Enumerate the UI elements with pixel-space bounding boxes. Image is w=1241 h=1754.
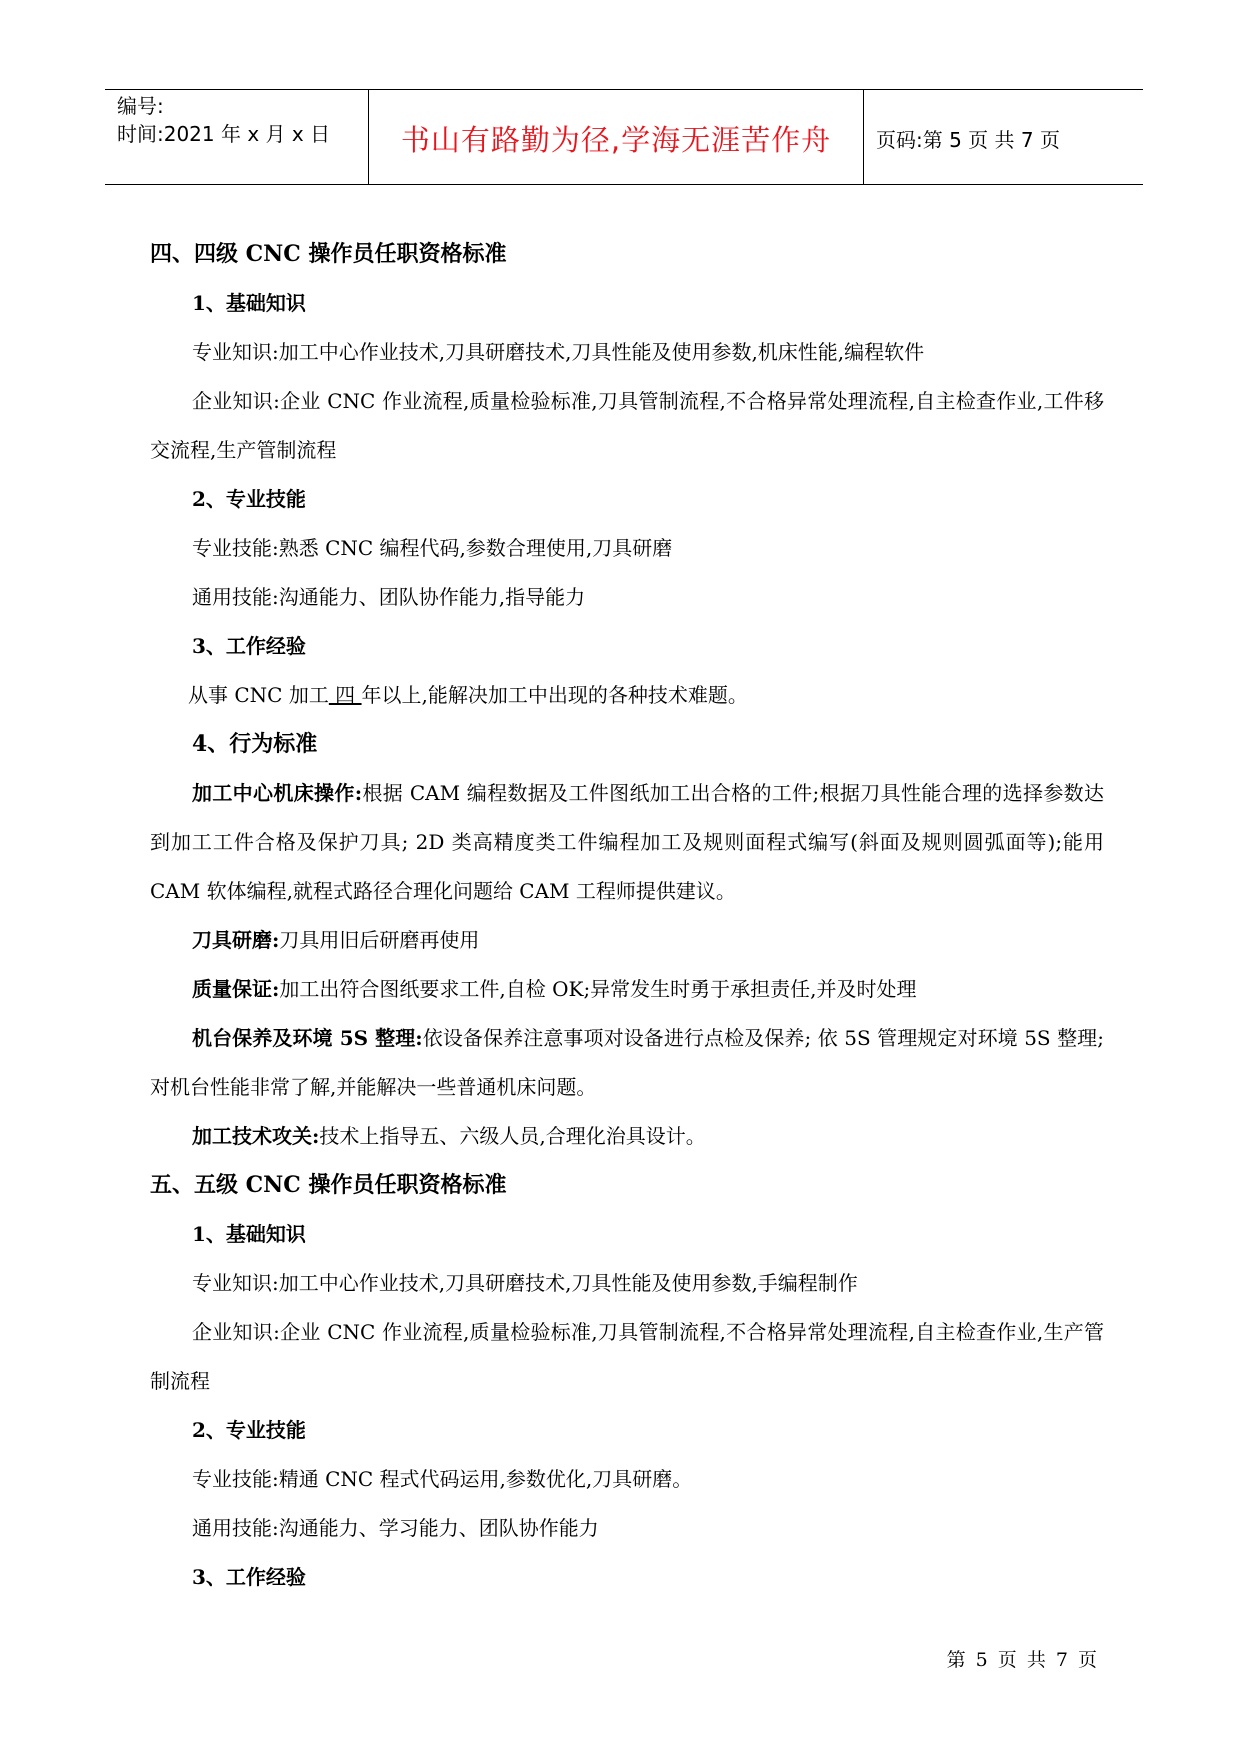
behavior-label: 刀具研磨:: [192, 928, 280, 952]
s4-behavior-quality: [150, 965, 1104, 1014]
s5-knowledge-title: 1、基础知识: [192, 1222, 306, 1246]
behavior-text: 加工出符合图纸要求工件,自检 OK;异常发生时勇于承担责任,并及时处理: [279, 977, 917, 1001]
header-right-cell: [864, 90, 1143, 184]
s4-professional-knowledge: 专业知识:加工中心作业技术,刀具研磨技术,刀具性能及使用参数,机床性能,编程软件: [192, 340, 925, 364]
page-header: [105, 89, 1143, 185]
s4-skills-title: 2、专业技能: [192, 487, 306, 511]
behavior-text: 刀具用旧后研磨再使用: [279, 928, 480, 952]
s4-behavior-machining: [150, 769, 1104, 916]
behavior-label: 加工技术攻关:: [192, 1124, 320, 1148]
motto: 书山有路勤为径,学海无涯苦作舟: [400, 123, 832, 157]
behavior-text: 依设备保养注意事项对设备进行点检及保养; 依 5S 管理规定对环境 5S 整理;对机台性能非常了解,并能解决一些普通机床问题。: [150, 1026, 1105, 1099]
s4-behavior-grinding: [150, 916, 1104, 965]
s4-behavior-tech: [150, 1112, 1104, 1161]
serial-label: 编号:: [117, 94, 164, 118]
s4-behavior-title: 4、行为标准: [192, 731, 318, 757]
s5-experience-title: 3、工作经验: [192, 1565, 306, 1589]
experience-prefix: 从事 CNC 加工: [188, 683, 329, 707]
s5-skills-title: 2、专业技能: [192, 1418, 306, 1442]
s5-general-skills: 通用技能:沟通能力、学习能力、团队协作能力: [192, 1516, 599, 1540]
header-page-label: 页码:第 5 页 共 7 页: [876, 128, 1060, 152]
s4-enterprise-knowledge: 企业知识:企业 CNC 作业流程,质量检验标准,刀具管制流程,不合格异常处理流程,自主检查作业,工件移交流程,生产管制流程: [150, 389, 1104, 462]
header-left-cell: [105, 90, 369, 184]
s5-professional-skills: 专业技能:精通 CNC 程式代码运用,参数优化,刀具研磨。: [192, 1467, 693, 1491]
s4-behavior-maintenance: [150, 1014, 1104, 1112]
behavior-text: 技术上指导五、六级人员,合理化治具设计。: [319, 1124, 706, 1148]
section-5-title: 五、五级 CNC 操作员任职资格标准: [150, 1172, 507, 1198]
section-4-title: 四、四级 CNC 操作员任职资格标准: [150, 241, 507, 267]
behavior-label: 质量保证:: [192, 977, 280, 1001]
s5-professional-knowledge: 专业知识:加工中心作业技术,刀具研磨技术,刀具性能及使用参数,手编程制作: [192, 1271, 858, 1295]
s4-professional-skills: 专业技能:熟悉 CNC 编程代码,参数合理使用,刀具研磨: [192, 536, 673, 560]
behavior-text: 根据 CAM 编程数据及工件图纸加工出合格的工件;根据刀具性能合理的选择参数达到加工工件合格及保护刀具; 2D 类高精度类工件编程加工及规则面程式编写(斜面及规则圆弧面等);能用 CAM 软体编程,就程式路径合理化问题给 CAM 工程师提供建议。: [150, 781, 1104, 903]
s5-enterprise-knowledge: 企业知识:企业 CNC 作业流程,质量检验标准,刀具管制流程,不合格异常处理流程,自主检查作业,生产管制流程: [150, 1320, 1104, 1393]
behavior-label: 机台保养及环境 5S 整理:: [192, 1026, 423, 1050]
s4-experience-title: 3、工作经验: [192, 634, 306, 658]
s4-knowledge-title: 1、基础知识: [192, 291, 306, 315]
time-label: 时间:2021 年 x 月 x 日: [117, 122, 331, 146]
document-body: [150, 230, 1104, 1602]
s4-experience-text: [150, 671, 1104, 720]
experience-years: 四: [328, 683, 362, 707]
s4-general-skills: 通用技能:沟通能力、团队协作能力,指导能力: [192, 585, 586, 609]
header-motto-cell: [369, 90, 864, 184]
page-footer: 第 5 页 共 7 页: [946, 1649, 1099, 1671]
experience-suffix: 年以上,能解决加工中出现的各种技术难题。: [361, 683, 748, 707]
behavior-label: 加工中心机床操作:: [192, 781, 363, 805]
